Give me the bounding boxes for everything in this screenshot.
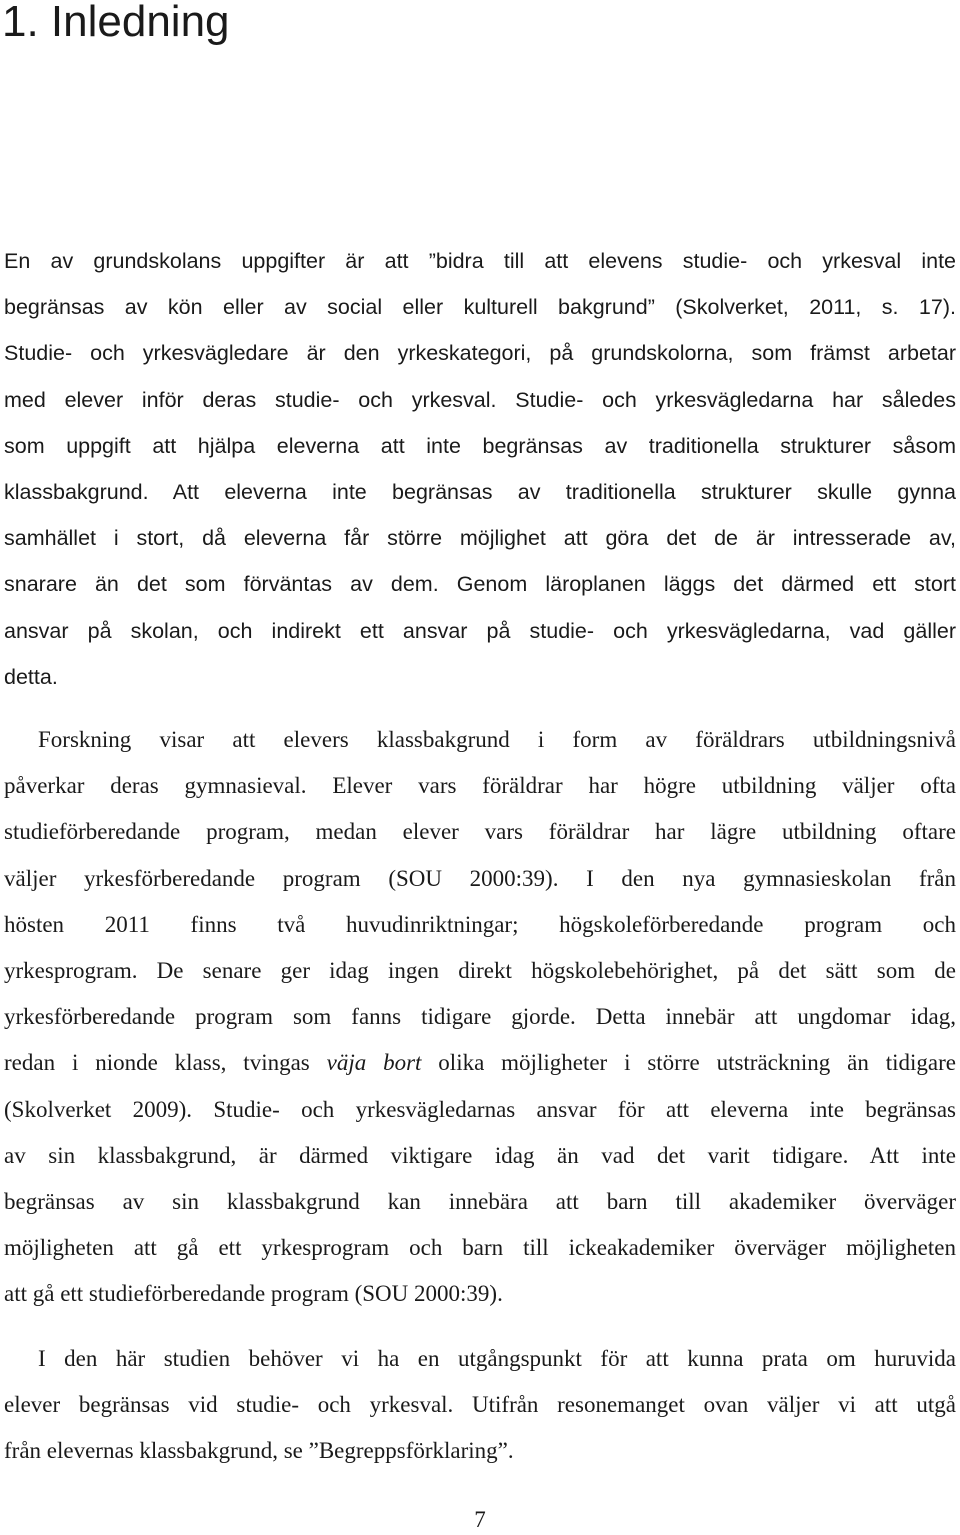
text-line: som uppgift att hjälpa eleverna att inte begränsas av traditionella strukturer såsom (4, 433, 956, 458)
page-number: 7 (474, 1507, 486, 1532)
text-line: yrkesprogram. De senare ger idag ingen direkt högskolebehörighet, på det sätt som de (4, 957, 956, 983)
text-line: I den här studien behöver vi ha en utgångspunkt för att kunna prata om huruvida (38, 1346, 956, 1371)
text-line: möjligheten att gå ett yrkesprogram och barn till ickeakademiker överväger möjligheten (4, 1235, 956, 1261)
text-segment: olika möjligheter i större utsträckning än tidigare (421, 1050, 956, 1076)
paragraph-2 (4, 717, 956, 1317)
text-line: påverkar deras gymnasieval. Elever vars föräldrar har högre utbildning väljer ofta (4, 773, 956, 799)
text-line: detta. (4, 664, 58, 689)
text-line: snarare än det som förväntas av dem. Genom läroplanen läggs det därmed ett stort (4, 572, 956, 597)
paragraph-1 (4, 238, 956, 700)
text-line: väljer yrkesförberedande program (SOU 2000:39). I den nya gymnasieskolan från (4, 865, 956, 891)
text-line: begränsas av sin klassbakgrund kan innebära att barn till akademiker överväger (4, 1188, 956, 1214)
text-line: Studie- och yrkesvägledare är den yrkeskategori, på grundskolorna, som främst arbetar (4, 341, 956, 366)
text-line: elever begränsas vid studie- och yrkesval. Utifrån resonemanget ovan väljer vi att utgå (4, 1392, 956, 1418)
text-line: klassbakgrund. Att eleverna inte begränsas av traditionella strukturer skulle gynna (4, 479, 956, 504)
text-segment: redan i nionde klass, tvingas (4, 1050, 327, 1076)
text-line: ansvar på skolan, och indirekt ett ansvar på studie- och yrkesvägledarna, vad gäller (4, 618, 956, 643)
text-line: med elever inför deras studie- och yrkesval. Studie- och yrkesvägledarna har således (4, 387, 956, 412)
text-line: En av grundskolans uppgifter är att ”bidra till att elevens studie- och yrkesval inte (4, 249, 956, 273)
text-line: av sin klassbakgrund, är därmed viktigare idag än vad det varit tidigare. Att inte (4, 1142, 956, 1168)
text-line (4, 1040, 956, 1086)
emphasized-text: väja bort (326, 1050, 422, 1076)
text-line: begränsas av kön eller av social eller kulturell bakgrund” (Skolverket, 2011, s. 17). (4, 295, 956, 320)
page-title: 1. Inledning (2, 0, 230, 46)
text-line: (Skolverket 2009). Studie- och yrkesvägledarnas ansvar för att eleverna inte begränsas (4, 1096, 956, 1122)
paragraph-3 (4, 1336, 956, 1475)
text-line: från elevernas klassbakgrund, se ”Begreppsförklaring”. (4, 1438, 514, 1464)
text-line: Forskning visar att elevers klassbakgrund i form av föräldrars utbildningsnivå (38, 727, 956, 752)
text-line: samhället i stort, då eleverna får större möjlighet att göra det de är intresserade av, (4, 526, 956, 551)
text-line: hösten 2011 finns två huvudinriktningar; högskoleförberedande program och (4, 911, 956, 937)
text-line: studieförberedande program, medan elever vars föräldrar har lägre utbildning oftare (4, 819, 956, 845)
text-line: att gå ett studieförberedande program (SOU 2000:39). (4, 1281, 503, 1307)
text-line: yrkesförberedande program som fanns tidigare gjorde. Detta innebär att ungdomar idag, (4, 1004, 956, 1030)
